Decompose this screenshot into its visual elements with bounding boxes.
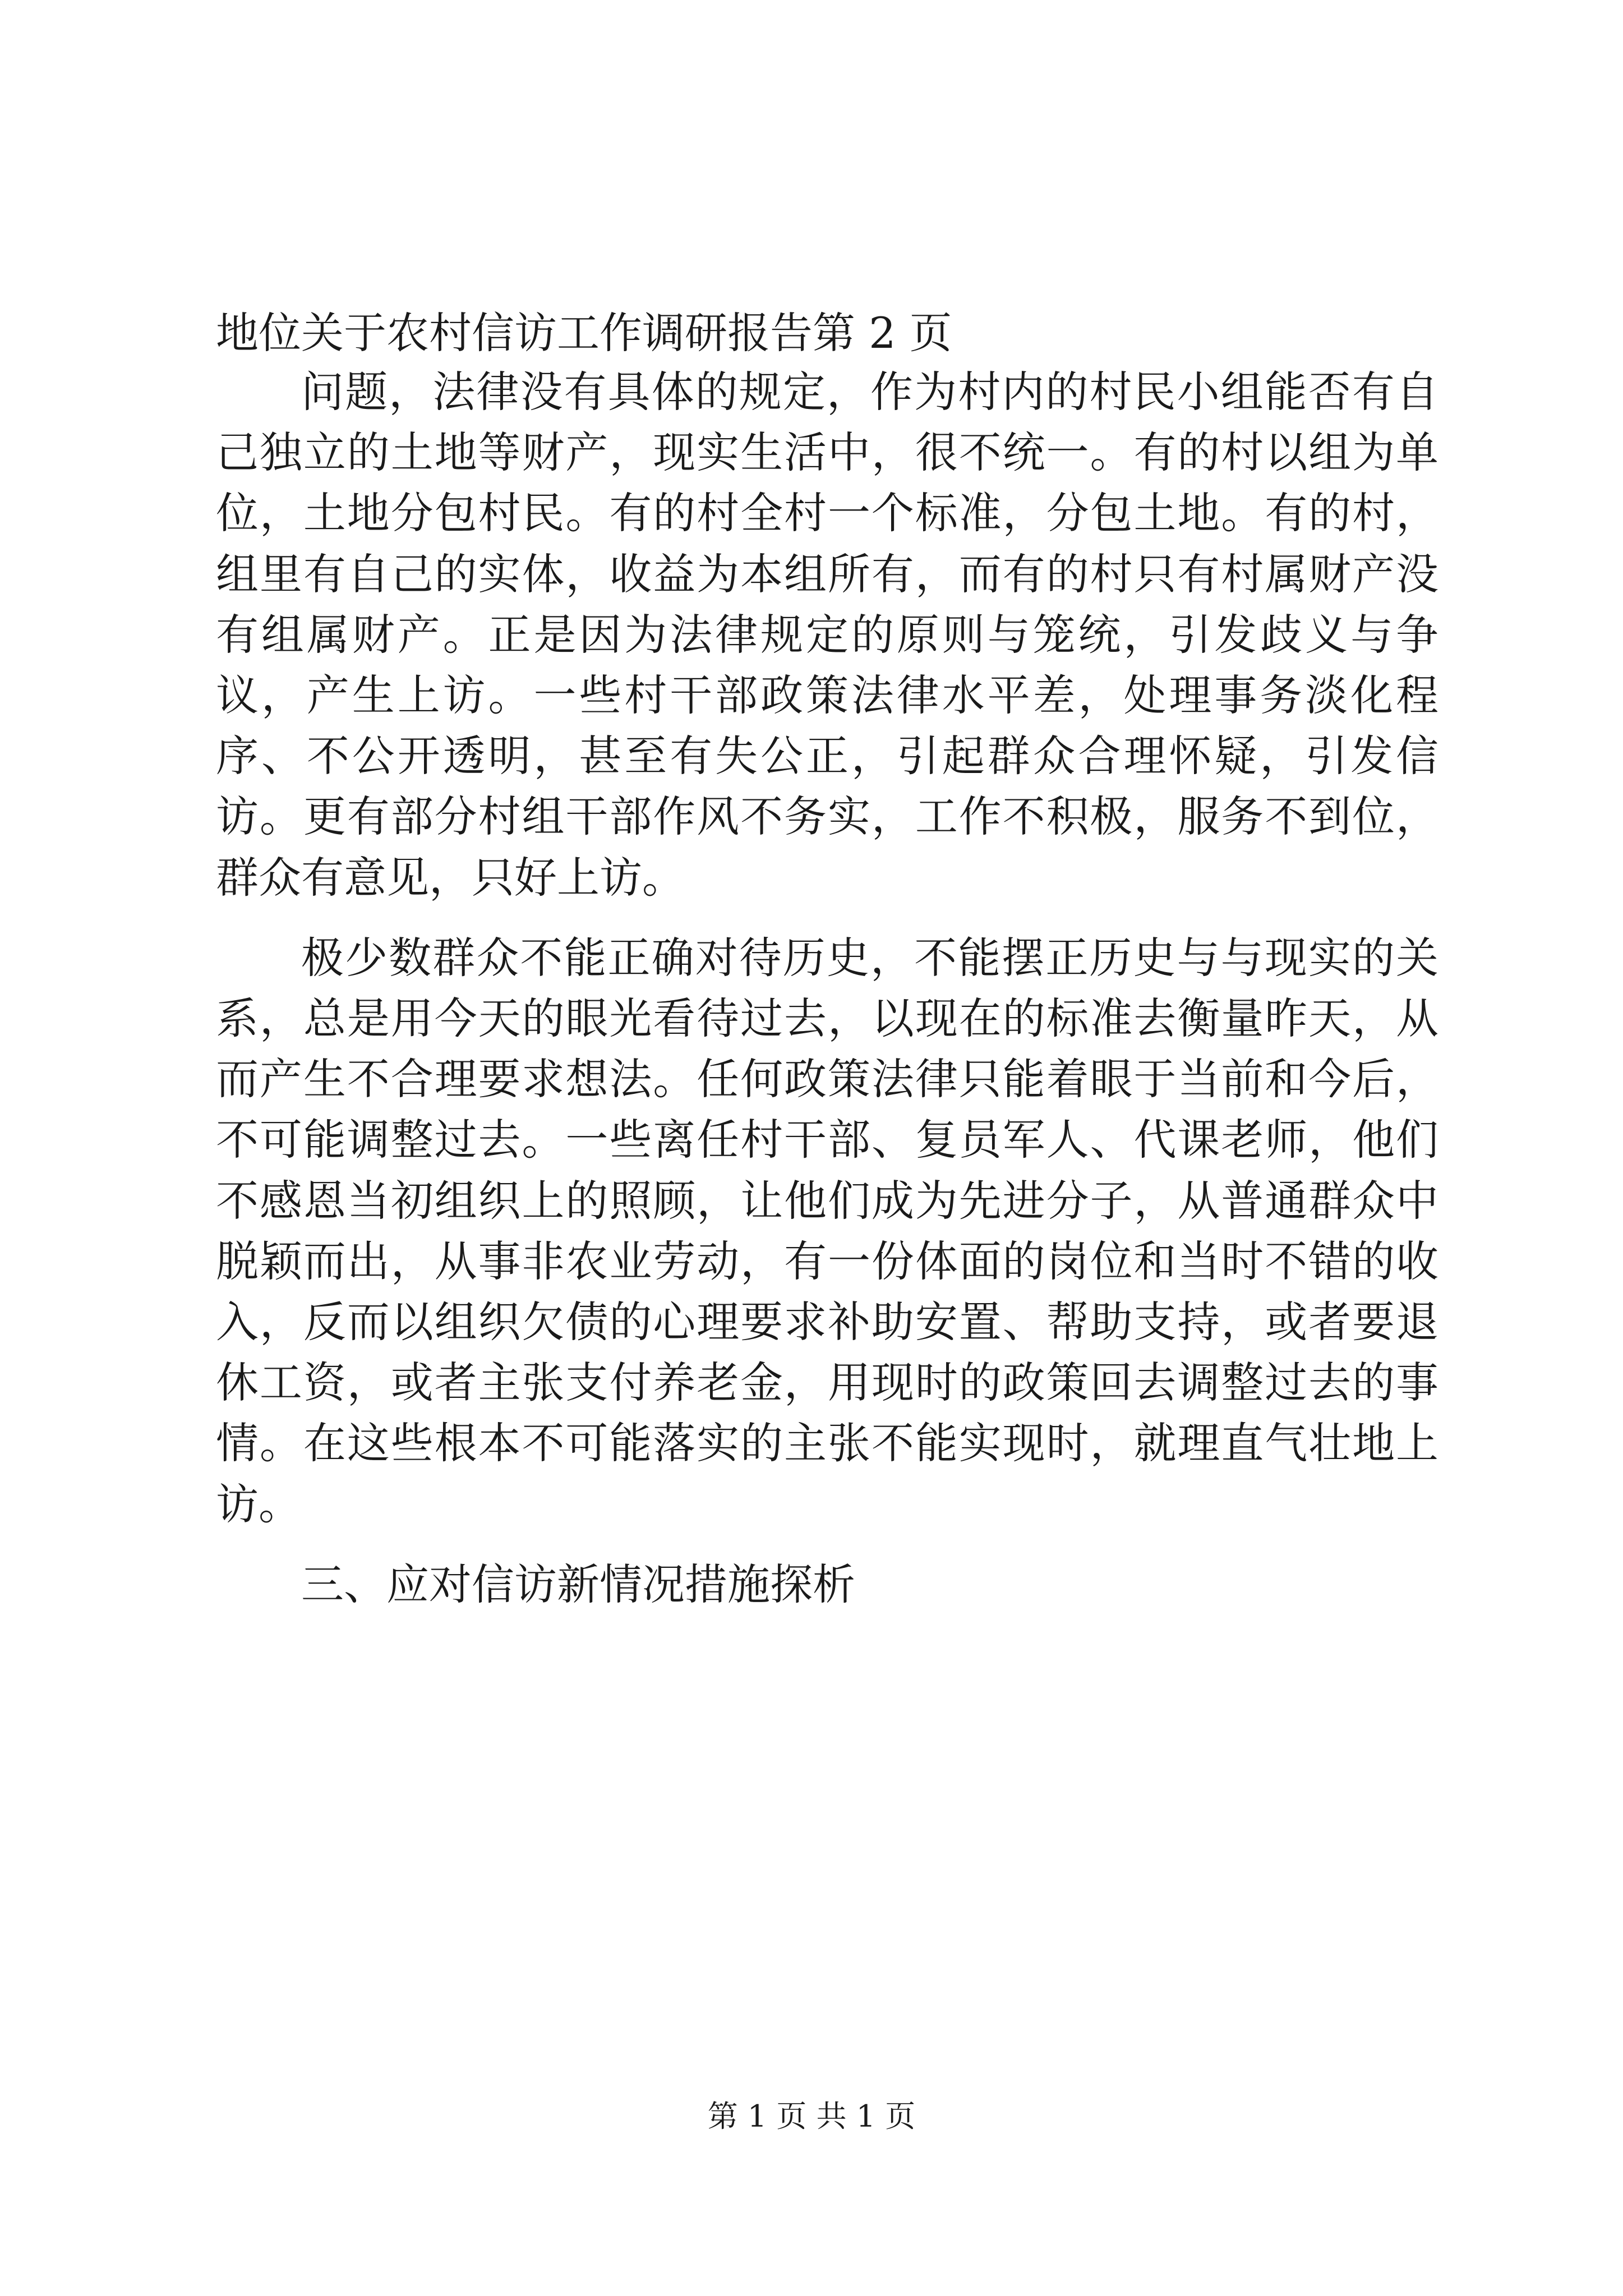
document-body — [216, 362, 1438, 1635]
paragraph-2: 极少数群众不能正确对待历史，不能摆正历史与与现实的关系，总是用今天的眼光看待过去，以现在的标准去衡量昨天，从而产生不合理要求想法。任何政策法律只能着眼于当前和今后，不可能调整过去。一些离任村干部、复员军人、代课老师，他们不感恩当初组织上的照顾，让他们成为先进分子，从普通群众中脱颖而出，从事非农业劳动，有一份体面的岗位和当时不错的收入，反而以组织欠债的心理要求补助安置、帮助支持，或者要退休工资，或者主张支付养老金，用现时的政策回去调整过去的事情。在这些根本不可能落实的主张不能实现时，就理直气壮地上访。 — [216, 932, 1438, 1529]
document-title: 地位关于农村信访工作调研报告第 2 页 — [216, 308, 952, 358]
section-heading: 三、应对信访新情况措施探析 — [301, 1559, 855, 1609]
paragraph-1: 问题，法律没有具体的规定，作为村内的村民小组能否有自己独立的土地等财产，现实生活中，很不统一。有的村以组为单位，土地分包村民。有的村全村一个标准，分包土地。有的村，组里有自己的实体，收益为本组所有，而有的村只有村属财产没有组属财产。正是因为法律规定的原则与笼统，引发歧义与争议，产生上访。一些村干部政策法律水平差，处理事务淡化程序、不公开透明，甚至有失公正，引起群众合理怀疑，引发信访。更有部分村组干部作风不务实，工作不积极，服务不到位，群众有意见，只好上访。 — [216, 367, 1438, 903]
page-footer: 第 1 页 共 1 页 — [707, 2099, 916, 2134]
